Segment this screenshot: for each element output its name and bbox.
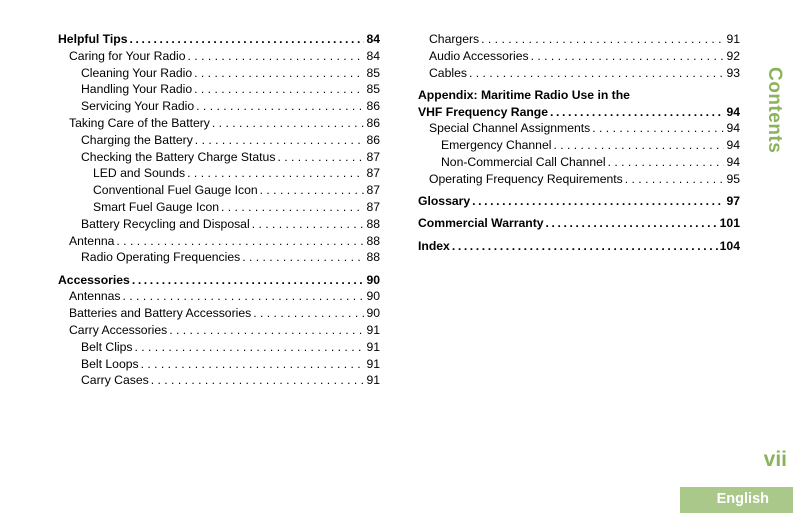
dot-leader [116, 233, 364, 250]
toc-right-column [418, 31, 740, 255]
toc-entry-title: Carry Cases [81, 373, 149, 388]
toc-entry-page: 85 [366, 65, 380, 80]
toc-entry-title: VHF Frequency Range [418, 104, 549, 119]
toc-entry-warranty[interactable] [418, 215, 740, 232]
dot-leader [134, 339, 364, 356]
toc-entry-title: Antennas [69, 289, 121, 304]
toc-entry[interactable] [58, 199, 380, 216]
toc-entry-title: Audio Accessories [429, 48, 529, 63]
toc-entry[interactable] [418, 171, 740, 188]
toc-entry-page: 88 [366, 233, 380, 248]
toc-entry-page: 94 [726, 104, 740, 119]
toc-entry-page: 88 [366, 216, 380, 231]
toc-entry-title: Radio Operating Frequencies [81, 250, 241, 265]
toc-entry[interactable] [58, 48, 380, 65]
toc-entry-page: 93 [726, 65, 740, 80]
dot-leader [550, 104, 724, 121]
dot-leader [212, 115, 365, 132]
toc-entry-title: Carry Accessories [69, 323, 168, 338]
toc-entry-page: 87 [366, 199, 380, 214]
toc-entry-index[interactable] [418, 238, 740, 255]
dot-leader [625, 171, 725, 188]
toc-entry-page: 94 [726, 121, 740, 136]
dot-leader [130, 31, 365, 48]
toc-entry-page: 87 [366, 149, 380, 164]
toc-entry[interactable] [58, 31, 380, 48]
dot-leader [194, 81, 364, 98]
toc-entry-page: 95 [726, 171, 740, 186]
toc-entry-page: 90 [366, 306, 380, 321]
toc-entry-title: Smart Fuel Gauge Icon [93, 199, 219, 214]
toc-entry-page: 97 [726, 194, 740, 209]
toc-entry[interactable] [418, 154, 740, 171]
dot-leader [452, 238, 718, 255]
toc-entry-title: Emergency Channel [441, 138, 552, 153]
dot-leader [187, 165, 364, 182]
toc-entry[interactable] [418, 65, 740, 82]
toc-entry[interactable] [418, 137, 740, 154]
toc-entry-page: 86 [366, 132, 380, 147]
toc-entry-title: Caring for Your Radio [69, 48, 186, 63]
toc-entry[interactable] [58, 165, 380, 182]
appendix-title-line1[interactable]: Appendix: Maritime Radio Use in the [418, 87, 630, 102]
toc-entry-page: 101 [719, 216, 740, 231]
toc-entry[interactable] [58, 216, 380, 233]
toc-entry-title: Belt Clips [81, 339, 133, 354]
toc-entry[interactable] [58, 339, 380, 356]
toc-entry[interactable] [58, 249, 380, 266]
toc-entry-title: Charging the Battery [81, 132, 193, 147]
dot-leader [592, 120, 724, 137]
toc-entry[interactable] [58, 65, 380, 82]
toc-entry[interactable] [58, 305, 380, 322]
toc-entry[interactable] [418, 31, 740, 48]
dot-leader [253, 305, 364, 322]
toc-left-column [58, 31, 380, 389]
dot-leader [469, 65, 725, 82]
dot-leader [260, 182, 365, 199]
dot-leader [472, 193, 724, 210]
toc-entry[interactable] [58, 356, 380, 373]
toc-entry-page: 91 [366, 373, 380, 388]
toc-entry-title: Index [418, 238, 450, 253]
toc-entry-title: Cables [429, 65, 467, 80]
toc-entry[interactable] [418, 104, 740, 121]
toc-entry-page: 86 [366, 115, 380, 130]
dot-leader [151, 372, 365, 389]
toc-entry[interactable] [58, 322, 380, 339]
dot-leader [277, 149, 364, 166]
toc-entry-page: 92 [726, 48, 740, 63]
toc-entry[interactable] [58, 149, 380, 166]
toc-entry[interactable] [58, 132, 380, 149]
toc-entry[interactable] [58, 115, 380, 132]
toc-entry[interactable] [58, 81, 380, 98]
toc-entry-page: 84 [366, 48, 380, 63]
toc-entry-page: 85 [366, 82, 380, 97]
toc-entry-page: 91 [366, 356, 380, 371]
dot-leader [531, 48, 725, 65]
toc-entry-title: Conventional Fuel Gauge Icon [93, 183, 258, 198]
dot-leader [196, 98, 364, 115]
toc-entry-title: Handling Your Radio [81, 82, 193, 97]
toc-entry-title: Belt Loops [81, 356, 139, 371]
toc-entry-title: Taking Care of the Battery [69, 115, 210, 130]
dot-leader [169, 322, 364, 339]
toc-entry-page: 94 [726, 155, 740, 170]
dot-leader [546, 215, 718, 232]
toc-entry-page: 88 [366, 250, 380, 265]
toc-entry-page: 91 [366, 339, 380, 354]
toc-entry-title: Chargers [429, 32, 480, 46]
toc-entry-title: Special Channel Assignments [429, 121, 591, 136]
toc-entry-title: Battery Recycling and Disposal [81, 216, 250, 231]
toc-entry-title: LED and Sounds [93, 166, 186, 181]
language-tab: English [680, 487, 793, 513]
toc-entry-title: Glossary [418, 194, 471, 209]
toc-entry[interactable] [58, 372, 380, 389]
toc-entry-title: Operating Frequency Requirements [429, 171, 623, 186]
dot-leader [221, 199, 364, 216]
dot-leader [141, 356, 365, 373]
dot-leader [553, 137, 724, 154]
toc-entry-title: Helpful Tips [58, 32, 128, 46]
toc-entry[interactable] [58, 182, 380, 199]
dot-leader [242, 249, 364, 266]
toc-entry[interactable] [58, 98, 380, 115]
toc-entry-page: 86 [366, 99, 380, 114]
dot-leader [194, 65, 364, 82]
toc-entry-page: 84 [366, 32, 380, 46]
toc-entry-title: Antenna [69, 233, 115, 248]
toc-entry-page: 91 [366, 323, 380, 338]
toc-entry[interactable] [58, 272, 380, 289]
toc-entry-title: Commercial Warranty [418, 216, 544, 231]
toc-entry-page: 87 [366, 166, 380, 181]
toc-entry-page: 87 [366, 183, 380, 198]
dot-leader [195, 132, 365, 149]
dot-leader [132, 272, 365, 289]
toc-entry-page: 90 [366, 289, 380, 304]
page-number: vii [763, 448, 787, 471]
toc-entry-title: Servicing Your Radio [81, 99, 195, 114]
toc-entry-page: 90 [366, 272, 380, 287]
section-side-tab: Contents [764, 67, 785, 154]
toc-entry-page: 104 [719, 238, 740, 253]
dot-leader [608, 154, 725, 171]
toc-entry-title: Non-Commercial Call Channel [441, 155, 606, 170]
toc-entry-title: Cleaning Your Radio [81, 65, 193, 80]
toc-entry-glossary[interactable] [418, 193, 740, 210]
toc-entry-page: 94 [726, 138, 740, 153]
toc-entry-title: Checking the Battery Charge Status [81, 149, 276, 164]
dot-leader [252, 216, 365, 233]
dot-leader [481, 31, 724, 48]
toc-entry-page: 91 [726, 32, 740, 46]
toc-entry[interactable] [418, 120, 740, 137]
dot-leader [188, 48, 365, 65]
dot-leader [123, 288, 365, 305]
toc-entry-title: Batteries and Battery Accessories [69, 306, 252, 321]
toc-entry[interactable] [58, 288, 380, 305]
toc-entry[interactable] [58, 233, 380, 250]
toc-entry[interactable] [418, 48, 740, 65]
toc-entry-title: Accessories [58, 272, 130, 287]
